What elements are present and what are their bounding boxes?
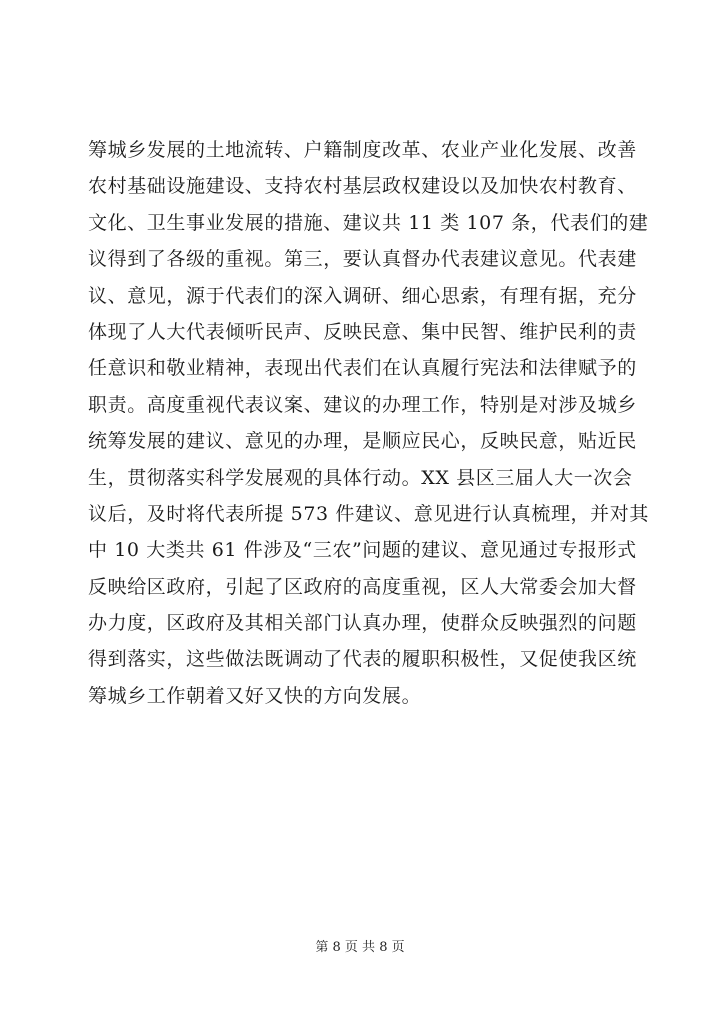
- text-line: 生，贯彻落实科学发展观的具体行动。XX 县区三届人大一次会: [88, 466, 633, 489]
- text-line: 农村基础设施建设、支持农村基层政权建设以及加快农村教育、: [88, 175, 637, 198]
- page-number-label: 第 8 页 共 8 页: [315, 940, 405, 955]
- text-line: 得到落实，这些做法既调动了代表的履职积极性，又促使我区统: [88, 648, 637, 671]
- text-line: 反映给区政府，引起了区政府的高度重视，区人大常委会加大督: [88, 575, 637, 598]
- page-footer: [0, 936, 720, 955]
- text-line: 议后，及时将代表所提 573 件建议、意见进行认真梳理，并对其: [88, 502, 649, 525]
- text-line: 任意识和敬业精神，表现出代表们在认真履行宪法和法律赋予的: [88, 357, 637, 380]
- text-line: 职责。高度重视代表议案、建议的办理工作，特别是对涉及城乡: [88, 393, 637, 416]
- text-line: 体现了人大代表倾听民声、反映民意、集中民智、维护民利的责: [88, 320, 637, 343]
- text-line: 筹城乡工作朝着又好又快的方向发展。: [88, 684, 422, 707]
- text-line: 筹城乡发展的土地流转、户籍制度改革、农业产业化发展、改善: [88, 139, 637, 161]
- text-line: 文化、卫生事业发展的措施、建议共 11 类 107 条，代表们的建: [88, 211, 649, 234]
- text-line: 统筹发展的建议、意见的办理，是顺应民心，反映民意，贴近民: [88, 430, 637, 453]
- text-line: 办力度，区政府及其相关部门认真办理，使群众反映强烈的问题: [88, 612, 637, 635]
- text-line: 议得到了各级的重视。第三，要认真督办代表建议意见。代表建: [88, 248, 637, 271]
- body-paragraph: [88, 132, 688, 714]
- text-line: 议、意见，源于代表们的深入调研、细心思索，有理有据，充分: [88, 284, 637, 307]
- text-line: 中 10 大类共 61 件涉及“三农”问题的建议、意见通过专报形式: [88, 539, 637, 562]
